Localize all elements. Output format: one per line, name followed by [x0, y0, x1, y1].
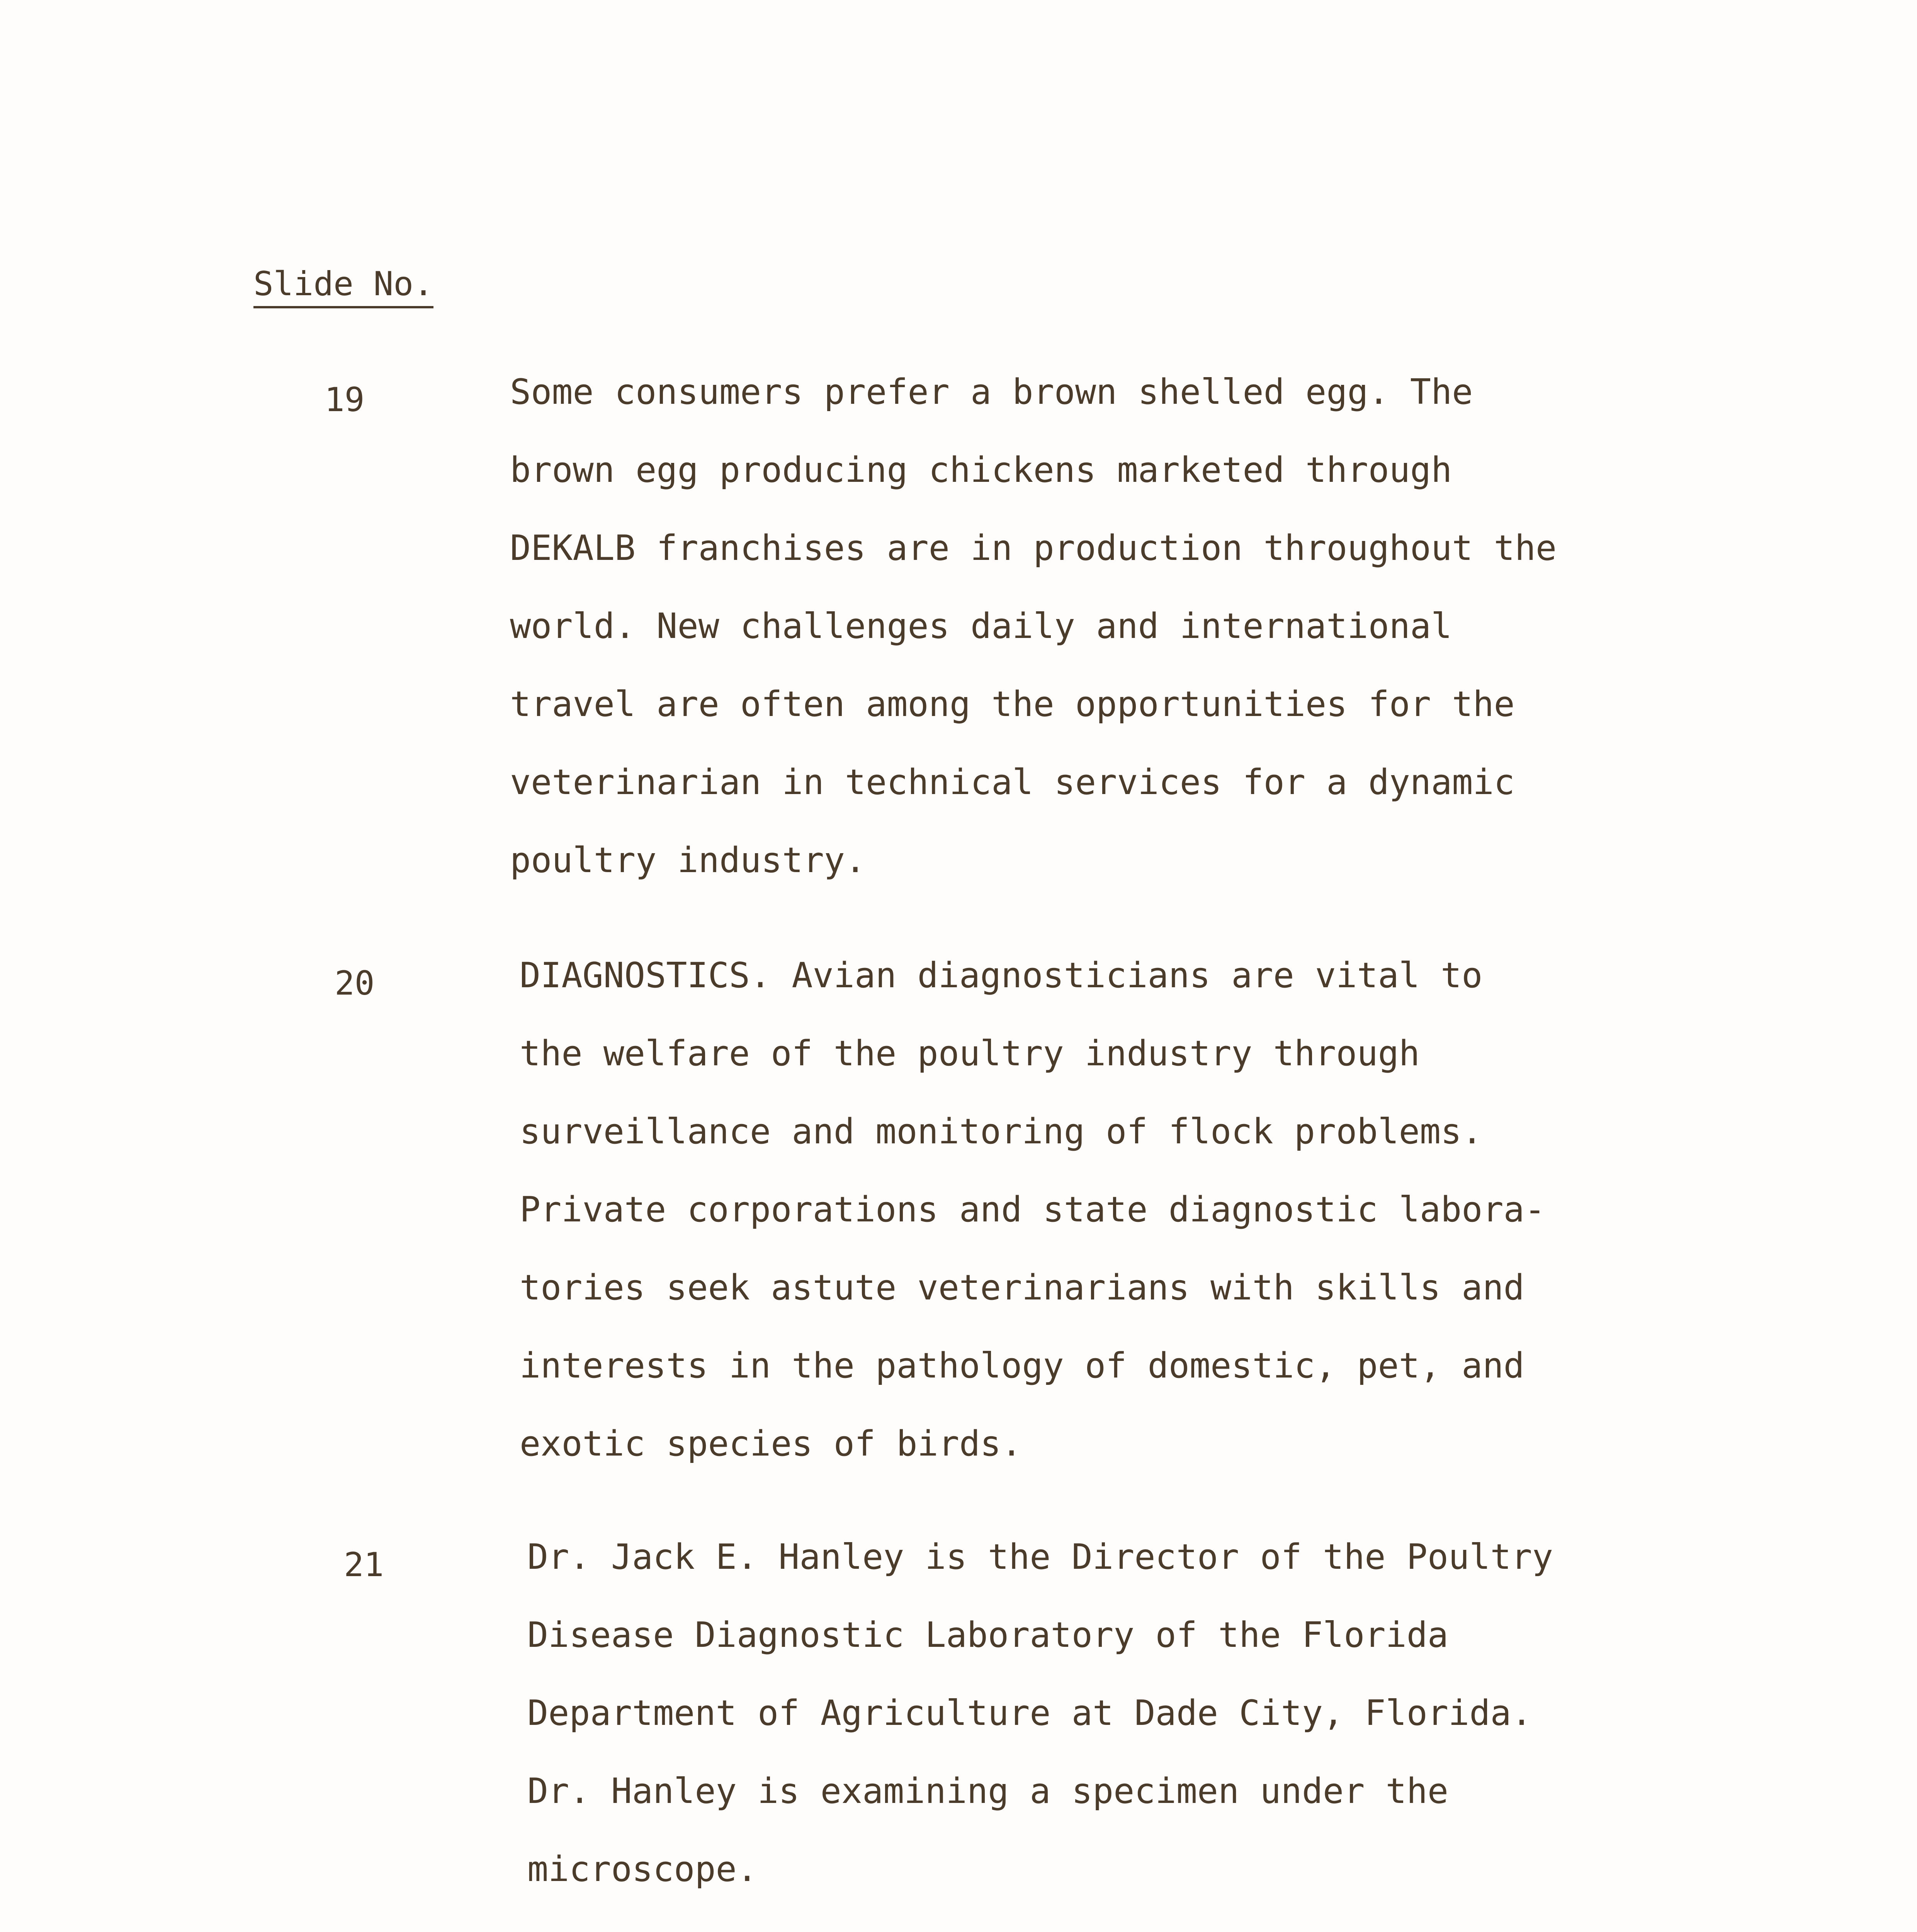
text-line: DEKALB franchises are in production throughout the — [510, 528, 1557, 568]
slide-number: 19 — [325, 381, 365, 419]
slide-number: 21 — [344, 1546, 384, 1584]
text-line: brown egg producing chickens marketed through — [510, 450, 1452, 490]
text-line: Disease Diagnostic Laboratory of the Florida — [527, 1615, 1449, 1655]
text-line: poultry industry. — [510, 840, 866, 881]
text-line: microscope. — [527, 1849, 758, 1889]
text-line: Some consumers prefer a brown shelled egg. The — [510, 372, 1473, 412]
text-line: Dr. Jack E. Hanley is the Director of the Poultry — [527, 1537, 1553, 1577]
text-line: exotic species of birds. — [520, 1423, 1022, 1464]
text-line: Private corporations and state diagnostic labora- — [520, 1189, 1546, 1230]
column-header-slide-no: Slide No. — [253, 263, 433, 308]
text-line: DIAGNOSTICS. Avian diagnosticians are vital to — [520, 955, 1483, 996]
slide-description — [510, 371, 1785, 917]
slide-description — [520, 954, 1795, 1501]
text-line: Department of Agriculture at Dade City, Florida. — [527, 1693, 1532, 1733]
text-line: Dr. Hanley is examining a specimen under the — [527, 1771, 1449, 1811]
text-line: veterinarian in technical services for a dynamic — [510, 762, 1515, 803]
text-line: world. New challenges daily and international — [510, 606, 1452, 646]
text-line: surveillance and monitoring of flock problems. — [520, 1111, 1483, 1152]
text-line: travel are often among the opportunities for the — [510, 684, 1515, 724]
text-line: tories seek astute veterinarians with skills and — [520, 1267, 1524, 1308]
slide-number: 20 — [335, 964, 375, 1003]
text-line: interests in the pathology of domestic, pet, and — [520, 1345, 1524, 1386]
text-line: the welfare of the poultry industry through — [520, 1033, 1420, 1074]
slide-description — [527, 1536, 1802, 1926]
